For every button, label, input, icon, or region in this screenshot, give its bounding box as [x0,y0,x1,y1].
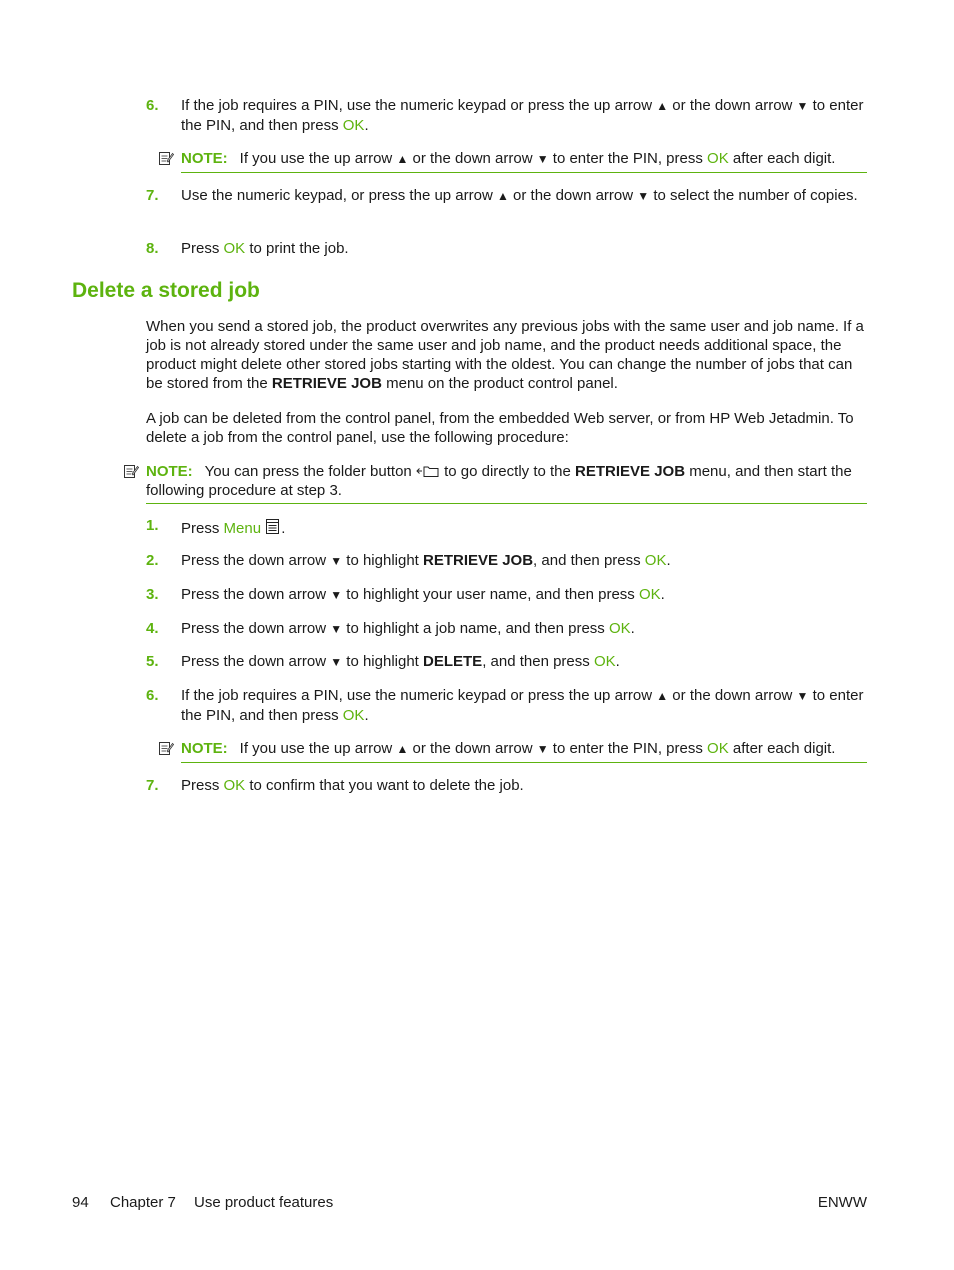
ok-key-label: OK [644,552,667,569]
step-text: If the job requires a PIN, use the numeric keypad or press the up arrow ▲ or the down arrow ▼ to enter the PIN, and then press OK. [181,97,864,134]
step-number: 8. [146,240,159,257]
note-label: NOTE: [181,150,228,167]
up-arrow-icon: ▲ [656,99,669,113]
ok-key-label: OK [223,240,246,257]
procedure-intro-paragraph: A job can be deleted from the control panel, from the embedded Web server, or from HP Web Jetadmin. To delete a job from the control panel, use the following procedure: [146,410,854,446]
up-arrow-icon: ▲ [396,152,409,166]
step-number: 6. [146,687,159,704]
ok-key-label: OK [342,707,365,724]
note-folder: NOTE: You can press the folder button to go directly to the RETRIEVE JOB menu, and then start the following procedure at step 3. [146,462,867,504]
ok-key-label: OK [707,150,729,167]
note-label: NOTE: [181,740,228,757]
step-text: Press Menu . [181,520,286,537]
step-number: 7. [146,187,159,204]
down-arrow-icon: ▼ [330,554,343,568]
note-pad-icon [158,740,174,756]
down-arrow-icon: ▼ [330,622,343,636]
step-text: Press OK to print the job. [181,240,349,257]
ok-key-label: OK [707,740,729,757]
step-text: Press OK to confirm that you want to delete the job. [181,777,524,794]
intro-paragraph: When you send a stored job, the product overwrites any previous jobs with the same user and job name. If a job is not already stored under the same user and job name, and the product needs additional space, the product might delete other stored jobs starting with the oldest. You can change the number of jobs that can be stored from the RETRIEVE JOB menu on the product control panel. [146,318,864,392]
ok-key-label: OK [593,653,616,670]
up-arrow-icon: ▲ [396,742,409,756]
step-number: 7. [146,777,159,794]
step-number: 1. [146,517,159,534]
step-text: Press the down arrow ▼ to highlight your user name, and then press OK. [181,586,665,603]
folder-button-icon [416,463,440,478]
note-pin-bottom: NOTE: If you use the up arrow ▲ or the down arrow ▼ to enter the PIN, press OK after each digit. [181,739,867,763]
menu-button-icon [265,518,281,535]
up-arrow-icon: ▲ [656,689,669,703]
down-arrow-icon: ▼ [536,152,549,166]
note-pin-top: NOTE: If you use the up arrow ▲ or the down arrow ▼ to enter the PIN, press OK after each digit. [181,149,867,173]
step-number: 3. [146,586,159,603]
step-text: If the job requires a PIN, use the numeric keypad or press the up arrow ▲ or the down arrow ▼ to enter the PIN, and then press OK. [181,687,864,724]
chapter-title: Use product features [194,1194,334,1211]
step-number: 2. [146,552,159,569]
note-pad-icon [123,463,139,479]
page-number: 94 [72,1194,89,1211]
chapter-label: Chapter 7 [110,1194,176,1211]
note-label: NOTE: [146,463,193,480]
down-arrow-icon: ▼ [330,655,343,669]
footer-locale: ENWW [817,1194,867,1211]
note-pad-icon [158,150,174,166]
step-text: Press the down arrow ▼ to highlight RETRIEVE JOB, and then press OK. [181,552,671,569]
step-text: Press the down arrow ▼ to highlight a job name, and then press OK. [181,620,635,637]
step-number: 4. [146,620,159,637]
down-arrow-icon: ▼ [536,742,549,756]
step-text: Use the numeric keypad, or press the up arrow ▲ or the down arrow ▼ to select the number of copies. [181,187,858,204]
down-arrow-icon: ▼ [637,189,650,203]
down-arrow-icon: ▼ [796,689,809,703]
ok-key-label: OK [638,586,661,603]
ok-key-label: OK [223,777,246,794]
ok-key-label: OK [342,117,365,134]
ok-key-label: OK [608,620,631,637]
down-arrow-icon: ▼ [796,99,809,113]
step-number: 5. [146,653,159,670]
menu-key-label: Menu [223,520,262,537]
up-arrow-icon: ▲ [496,189,509,203]
step-number: 6. [146,97,159,114]
section-title: Delete a stored job [72,279,260,302]
step-text: Press the down arrow ▼ to highlight DELETE, and then press OK. [181,653,620,670]
down-arrow-icon: ▼ [330,588,343,602]
